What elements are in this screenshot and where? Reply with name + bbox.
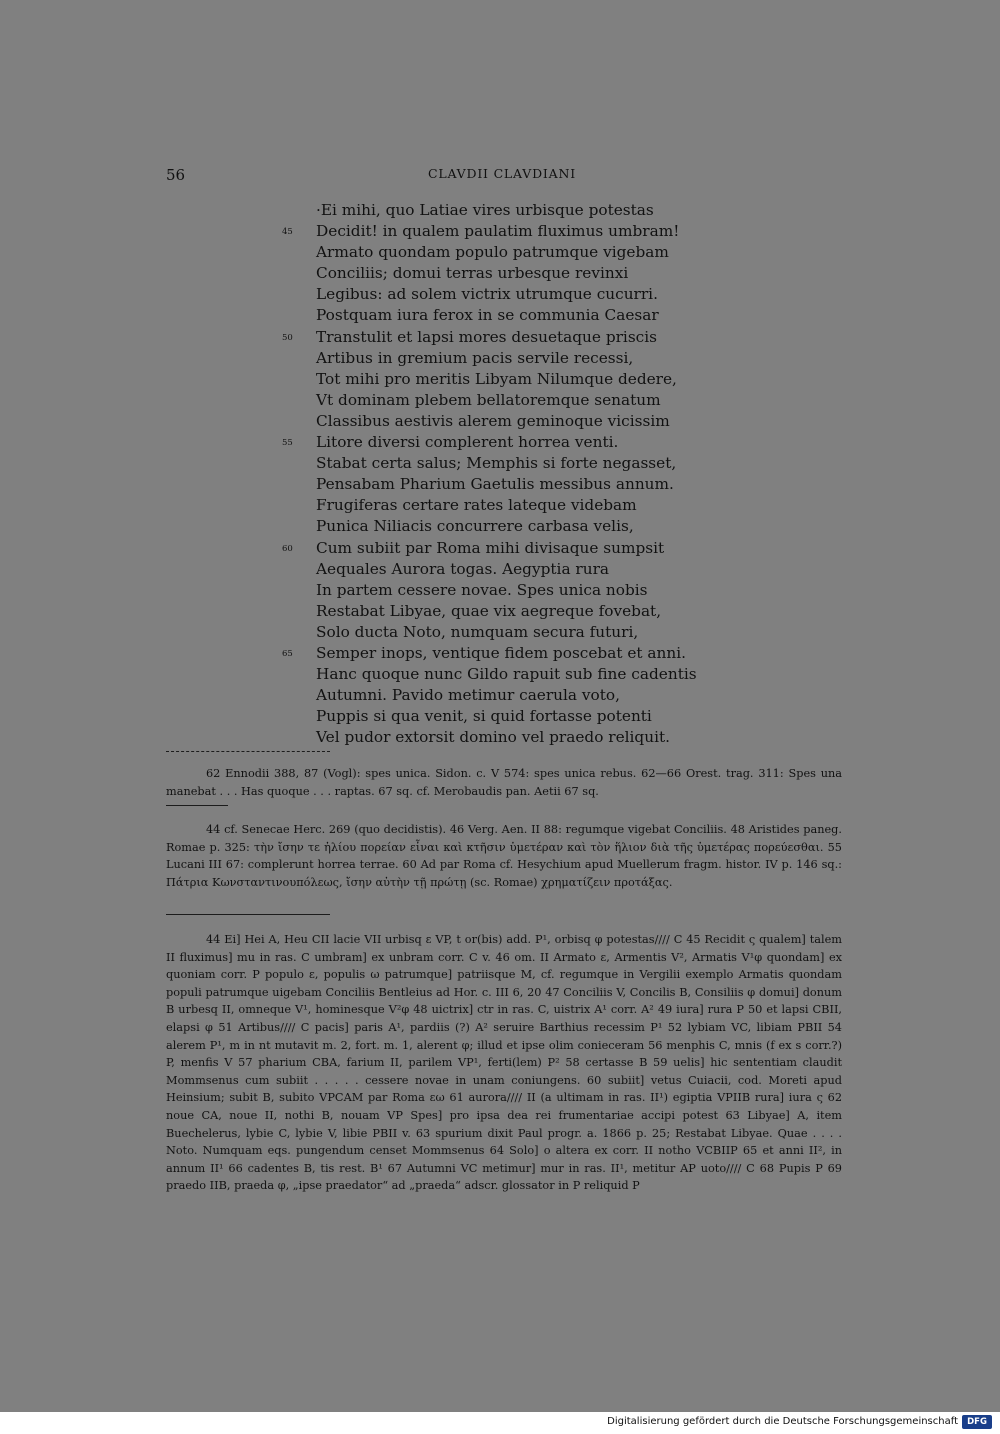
page-number: 56 [166,166,186,184]
verse-line [282,728,722,749]
funding-credit: Digitalisierung gefördert durch die Deutsche Forschungsgemeinschaft [607,1416,958,1427]
verse-text: Autumni. Pavido metimur caerula voto, [316,686,620,705]
verse-text: Conciliis; domui terras urbesque revinxi [316,264,629,283]
verse-line [282,539,722,560]
separator-rule-2 [166,805,228,806]
verse-text: Artibus in gremium pacis servile recessi, [316,348,634,367]
verse-line [282,328,722,349]
verse-number: 65 [282,648,293,659]
verse-text: In partem cessere novae. Spes unica nobis [316,580,648,599]
verse-line [282,623,722,644]
verse-line [282,560,722,581]
verse-line [282,602,722,623]
separator-rule-3 [166,914,330,915]
verse-line [282,264,722,285]
critical-apparatus: 44 Ei] Hei A, Heu CII lacie VII urbisq ε VP, t or(bis) add. P¹, orbisq φ potestas//// C 45 Recidit ς qualem] talem II fluximus] mu in ras. C umbram] ex unbram corr. C v. 46 om. II Armato ε, Armentis V², Armatis V¹φ quondam] ex quoniam corr. P populo ε, populis ω patrumque] patriisque M, cf. regumque in Vergilii exemplo Armatis quondam populi patrumque uigebam Conciliis Bentleius ad Hor. c. III 6, 20 47 Conciliis V, Concilis B, Consiliis φ domui] donum B urbesq II, omneque V¹, hominesque V²φ 48 uictrix] ctr in ras. C, uistrix A¹ corr. A² 49 iura] rura P 50 et lapsi CBII, elapsi φ 51 Artibus//// C pacis] paris A¹, pardiis (?) A² seruire Barthius recessim P¹ 52 lybiam VC, libiam PBII 54 alerem P¹, m in nt mutavit m. 2, fort. m. 1, alerent φ; illud et ipse olim conieceram 56 menphis C, mnis (f ex s corr.?) P, menfis V 57 pharium CBA, farium II, parilem VP¹, ferti(lem) P² 58 certasse B 59 uelis] hic sententiam claudit Mommsenus cum subiit . . . . . cessere novae in unam coniungens. 60 subiit] vetus Cuiacii, cod. Moreti apud Heinsium; subit B, subito VPCAM par Roma εω 61 aurora//// II (a ultimam in ras. II¹) egiptia VPIIB rura] iura ς 62 noue CA, noue II, nothi B, nouam VP Spes] pro ipsa dea rei frumentariae accipi potest 63 Libyae] A, item Buechelerus, lybie C, lybie V, libie PBII v. 63 spurium dixit Paul progr. a. 1866 p. 25; Restabat Libyae. Quae . . . . Noto. Numquam eqs. pungendum censet Mommsenus 64 Solo] o altera ex corr. II notho VCBIIP 65 et anni II², in annum II¹ 66 cadentes B, tis rest. B¹ 67 Autumni VC metimur] mur in ras. II¹, metitur AP uoto//// C 68 Pupis P 69 praedo IIB, praeda φ, „ipse praedator“ ad „praeda“ adscr. glossator in P reliquid P [166,933,842,1193]
poem-text [282,201,722,749]
verse-text: Hanc quoque nunc Gildo rapuit sub fine cadentis [316,665,697,684]
verse-line [282,433,722,454]
verse-line [282,517,722,538]
verse-line [282,222,722,243]
verse-line [282,581,722,602]
verse-line [282,243,722,264]
verse-text: Vt dominam plebem bellatoremque senatum [316,390,661,409]
verse-text: Litore diversi complerent horrea venti. [316,433,619,452]
verse-text: Semper inops, ventique fidem poscebat et anni. [316,643,686,662]
verse-line [282,412,722,433]
verse-text: Frugiferas certare rates lateque videbam [316,496,637,515]
verse-text: Puppis si qua venit, si quid fortasse potenti [316,707,652,726]
verse-number: 45 [282,227,293,238]
verse-number: 60 [282,543,293,554]
verse-text: Solo ducta Noto, numquam secura futuri, [316,622,639,641]
verse-line [282,686,722,707]
verse-text: ·Ei mihi, quo Latiae vires urbisque potestas [316,201,654,219]
testimonia-apparatus: 62 Ennodii 388, 87 (Vogl): spes unica. Sidon. c. V 574: spes unica rebus. 62—66 Orest. trag. 311: Spes una manebat . . . Has quoque . . . raptas. 67 sq. cf. Merobaudis pan. Aetii 67 sq. [166,767,842,798]
verse-number: 55 [282,438,293,449]
verse-text: Cum subiit par Roma mihi divisaque sumpsit [316,538,665,557]
verse-line [282,370,722,391]
verse-line [282,707,722,728]
verse-text: Tot mihi pro meritis Libyam Nilumque dedere, [316,369,677,388]
verse-line [282,349,722,370]
dfg-logo: DFG [962,1415,992,1429]
verse-text: Transtulit et lapsi mores desuetaque priscis [316,327,657,346]
verse-text: Punica Niliacis concurrere carbasa velis, [316,517,634,536]
verse-line [282,496,722,517]
verse-line [282,644,722,665]
sources-apparatus: 44 cf. Senecae Herc. 269 (quo decidistis). 46 Verg. Aen. II 88: regumque vigebat Conciliis. 48 Aristides paneg. Romae p. 325: τὴν ἴσην τε ἡλίου πορείαν εἶναι καὶ κτῆσιν ὑμετέραν καὶ τὸν ἥλιον διὰ τῆς ὑμετέρας πορεύεσθαι. 55 Lucani III 67: complerunt horrea terrae. 60 Ad par Roma cf. Hesychium apud Muellerum fragm. histor. IV p. 146 sq.: Πάτρια Κωνσταντινουπόλεως, ἴσην αὐτὴν τῇ πρώτῃ (sc. Romae) χρηματίζειν προτάξας. [166,823,842,889]
verse-text: Restabat Libyae, quae vix aegreque fovebat, [316,601,662,620]
verse-number: 50 [282,332,293,343]
separator-rule-1 [166,751,330,752]
verse-text: Aequales Aurora togas. Aegyptia rura [316,559,610,578]
verse-line [282,285,722,306]
verse-text: Stabat certa salus; Memphis si forte negasset, [316,454,677,473]
verse-line [282,665,722,686]
verse-line [282,306,722,327]
verse-text: Vel pudor extorsit domino vel praedo reliquit. [316,728,670,747]
verse-text: Armato quondam populo patrumque vigebam [316,243,669,262]
running-head: CLAVDII CLAVDIANI [428,166,576,181]
verse-text: Decidit! in qualem paulatim fluximus umbram! [316,222,680,241]
verse-text: Legibus: ad solem victrix utrumque cucurri. [316,285,658,304]
verse-text: Pensabam Pharium Gaetulis messibus annum. [316,475,674,494]
verse-line [282,475,722,496]
verse-line [282,201,722,222]
footer-bar [0,1412,1000,1434]
verse-text: Postquam iura ferox in se communia Caesar [316,306,659,325]
verse-line [282,454,722,475]
verse-text: Classibus aestivis alerem geminoque vicissim [316,411,670,430]
verse-line [282,391,722,412]
